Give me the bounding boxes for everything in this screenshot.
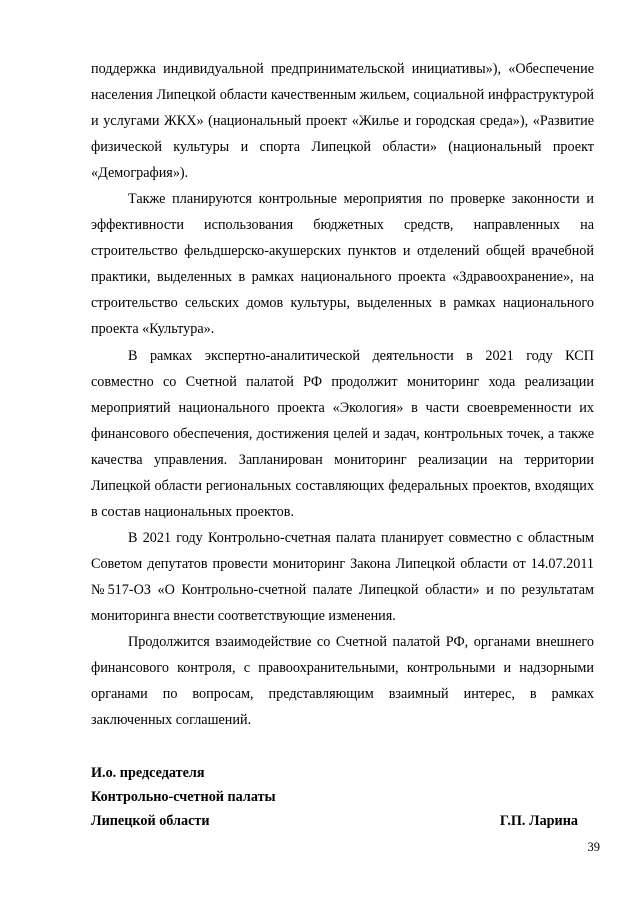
signature-block — [91, 761, 578, 833]
paragraph-cooperation: Продолжится взаимодействие со Счетной палатой РФ, органами внешнего финансового контроля, с правоохранительными, контрольными и надзорными органами по вопросам, представляющим взаимный интерес, в рамках заключенных соглашений. — [91, 634, 594, 729]
paragraph-expert-analytical-activity: В рамках экспертно-аналитической деятельности в 2021 году КСП совместно со Счетной палатой РФ продолжит мониторинг хода реализации мероприятий национального проекта «Экология» в части своевременности их финансового обеспечения, достижения целей и задач, контрольных точек, а также качества управления. Запланирован мониторинг реализации на территории Липецкой области региональных составляющих федеральных проектов, входящих в состав национальных проектов. — [91, 347, 594, 520]
paragraph-national-projects-continuation: поддержка индивидуальной предпринимательской инициативы»), «Обеспечение населения Липецкой области качественным жильем, социальной инфраструктурой и услугами ЖКХ» (национальный проект «Жилье и городская среда»), «Развитие физической культуры и спорта Липецкой области» (национальный проект «Демография»). — [91, 61, 594, 182]
signatory-position-line-2: Контрольно-счетной палаты — [91, 789, 276, 805]
paragraph-law-monitoring: В 2021 году Контрольно-счетная палата планирует совместно с областным Советом депутатов провести мониторинг Закона Липецкой области от 14.07.2011 №517-ОЗ «О Контрольно-счетной палате Липецкой области» и по результатам мониторинга внести соответствующие изменения. — [91, 529, 594, 624]
signatory-row — [91, 809, 578, 833]
page-number: 39 — [587, 840, 600, 854]
signatory-name: Г.П. Ларина — [499, 813, 578, 829]
signatory-position-line-1: И.о. председателя — [91, 765, 205, 781]
signatory-position-line-3: Липецкой области — [91, 813, 210, 829]
paragraph-control-measures: Также планируются контрольные мероприятия по проверке законности и эффективности использования бюджетных средств, направленных на строительство фельдшерско-акушерских пунктов и отделений общей врачебной практики, выделенных в рамках национального проекта «Здравоохранение», на строительство сельских домов культуры, выделенных в рамках национального проекта «Культура». — [91, 191, 594, 338]
document-body — [91, 56, 594, 733]
